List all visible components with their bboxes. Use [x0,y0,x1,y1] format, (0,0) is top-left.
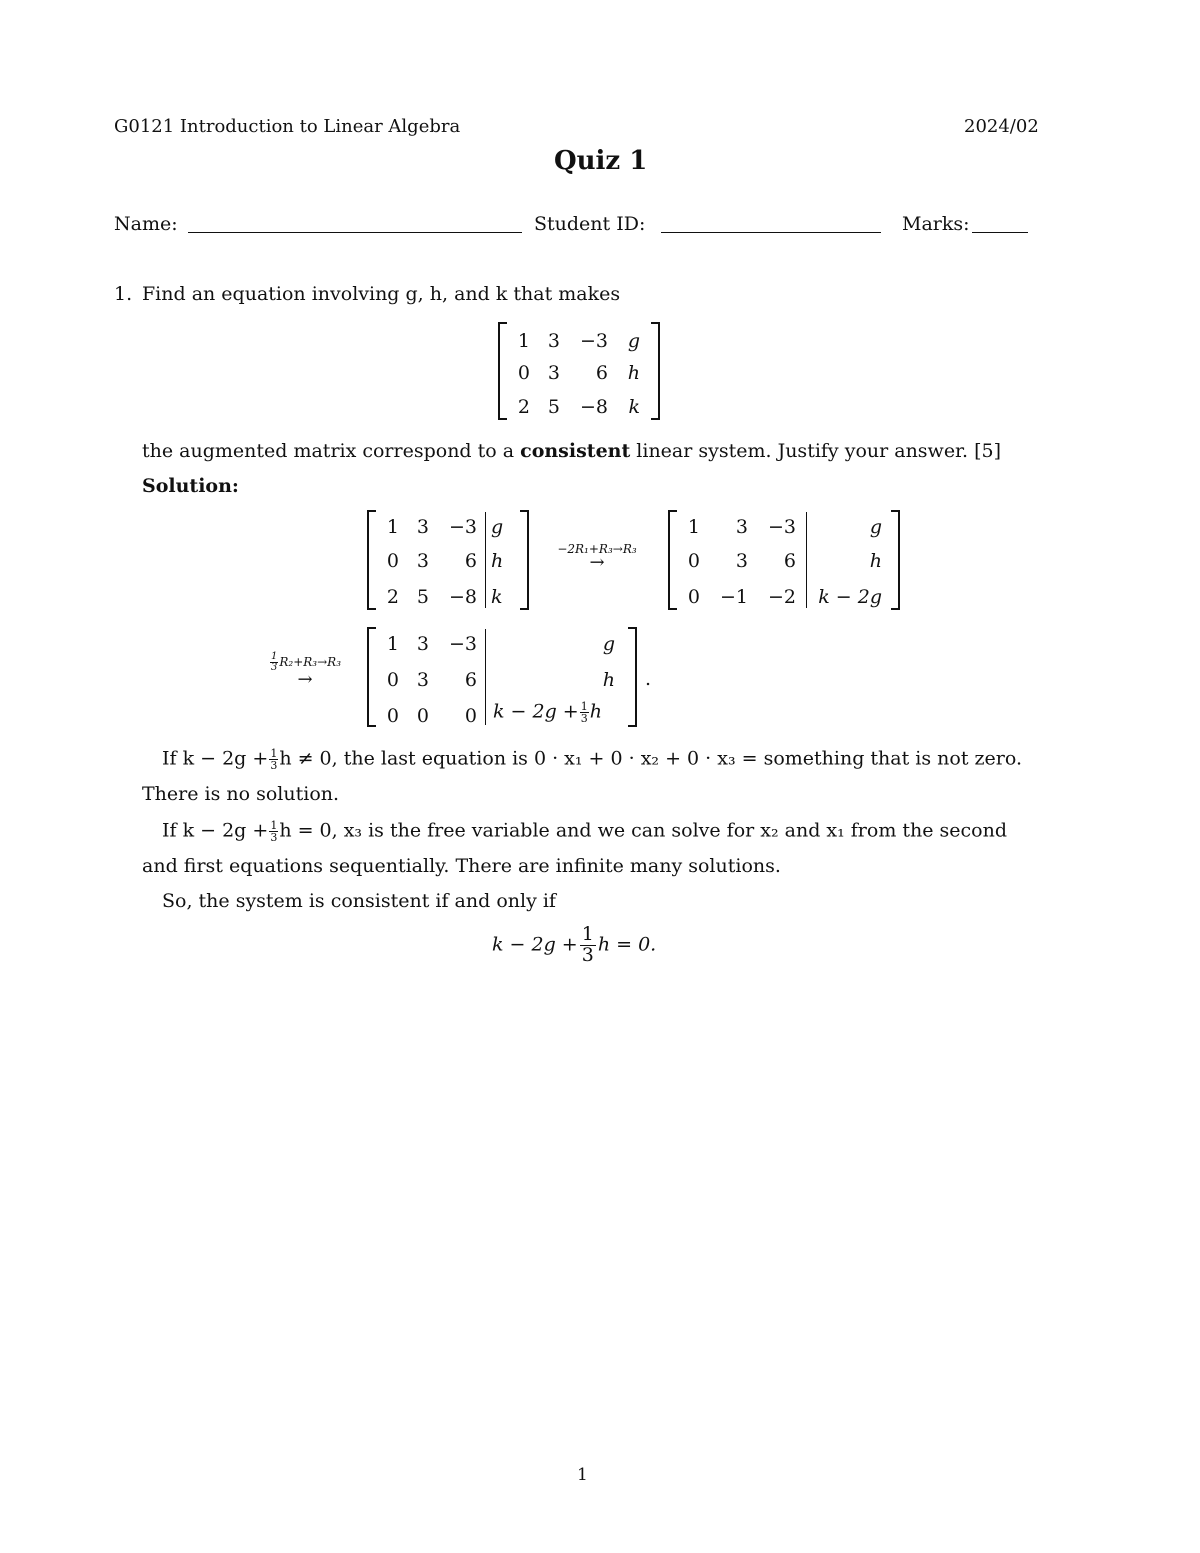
solution-matrix-3 [367,627,637,727]
matrix-cell: 6 [595,362,608,384]
matrix-cell: 0 [416,705,429,727]
matrix-cell: −3 [448,633,477,655]
matrix-cell: 3 [735,550,748,572]
matrix-cell: 6 [464,669,477,691]
matrix-cell: 1 [386,633,399,655]
matrix-cell: 3 [416,633,429,655]
question-instruction: the augmented matrix correspond to a consistent linear system. Justify your answer. [5] [142,440,1002,462]
row-operation-1: −2R₁+R₃→R₃ → [538,542,656,570]
matrix-cell: −2 [767,586,796,608]
matrix-cell: h [627,362,640,384]
matrix-cell: g [491,516,504,538]
matrix-cell: −8 [448,586,477,608]
matrix-cell: −8 [579,396,608,418]
solution-label: Solution: [142,475,239,497]
matrix-cell: 3 [735,516,748,538]
matrix-cell: 6 [783,550,796,572]
right-arrow-icon: → [297,669,313,690]
final-equation: k − 2g + $\frac{1}{3}$ h = 0. [492,923,657,966]
page-number: 1 [577,1465,588,1485]
solution-paragraph-1-cont: There is no solution. [142,783,340,805]
matrix-cell: −1 [719,586,748,608]
matrix-cell: −3 [448,516,477,538]
name-field[interactable] [188,214,522,233]
matrix-cell: h [602,669,615,691]
matrix-cell: k [491,586,503,608]
matrix-cell: 3 [547,330,560,352]
matrix-cell: 0 [386,669,399,691]
matrix-cell: 5 [416,586,429,608]
matrix-cell: g [602,633,615,655]
course-title: G0121 Introduction to Linear Algebra [114,116,461,137]
matrix-cell: 0 [687,586,700,608]
solution-paragraph-2-cont: and first equations sequentially. There are infinite many solutions. [142,855,781,877]
matrix-cell: 1 [687,516,700,538]
matrix-cell: 0 [386,550,399,572]
matrix-cell: h [869,550,882,572]
right-arrow-icon: → [589,552,605,573]
student-id-label: Student ID: [534,213,646,235]
student-id-field[interactable] [661,214,881,233]
row-operation-2: $\frac{1}{3}$ R₂+R₃→R₃ → [250,652,360,687]
solution-paragraph-2: If k − 2g + $\frac{1}{3}$ h = 0, x₃ is the free variable and we can solve for x₂ and x₁ from the second [162,819,1008,844]
matrix-cell: 1 [517,330,530,352]
matrix-cell: k [628,396,640,418]
quiz-date: 2024/02 [964,116,1039,137]
solution-matrix-2 [668,510,900,610]
matrix-cell: 3 [547,362,560,384]
matrix-cell: 3 [416,669,429,691]
matrix-period: . [645,668,652,690]
question-matrix [498,322,660,420]
matrix-cell: 3 [416,550,429,572]
matrix-cell: 1 [386,516,399,538]
matrix-cell: h [491,550,504,572]
matrix-cell: 2 [386,586,399,608]
matrix-cell: 0 [517,362,530,384]
page-title: Quiz 1 [554,146,648,176]
matrix-cell: 5 [547,396,560,418]
name-label: Name: [114,213,178,235]
matrix-cell: g [869,516,882,538]
question-number: 1. [114,283,133,305]
matrix-cell: −3 [767,516,796,538]
matrix-cell: k − 2g [818,586,882,608]
solution-paragraph-1: If k − 2g + $\frac{1}{3}$ h ≠ 0, the last equation is 0 · x₁ + 0 · x₂ + 0 · x₃ = something that is not zero. [162,747,1022,772]
matrix-cell: 3 [416,516,429,538]
matrix-cell: 0 [386,705,399,727]
matrix-cell: 0 [687,550,700,572]
matrix-cell: 2 [517,396,530,418]
marks-label: Marks: [902,213,970,235]
matrix-cell: 6 [464,550,477,572]
matrix-cell: −3 [579,330,608,352]
matrix-cell: g [627,330,640,352]
matrix-cell: k − 2g + $\frac{1}{3}$ h [493,700,602,725]
matrix-cell: 0 [464,705,477,727]
question-prompt: Find an equation involving g, h, and k that makes [142,283,621,305]
solution-matrix-1 [367,510,529,610]
marks-field[interactable] [972,214,1028,233]
solution-paragraph-3: So, the system is consistent if and only if [162,890,556,912]
